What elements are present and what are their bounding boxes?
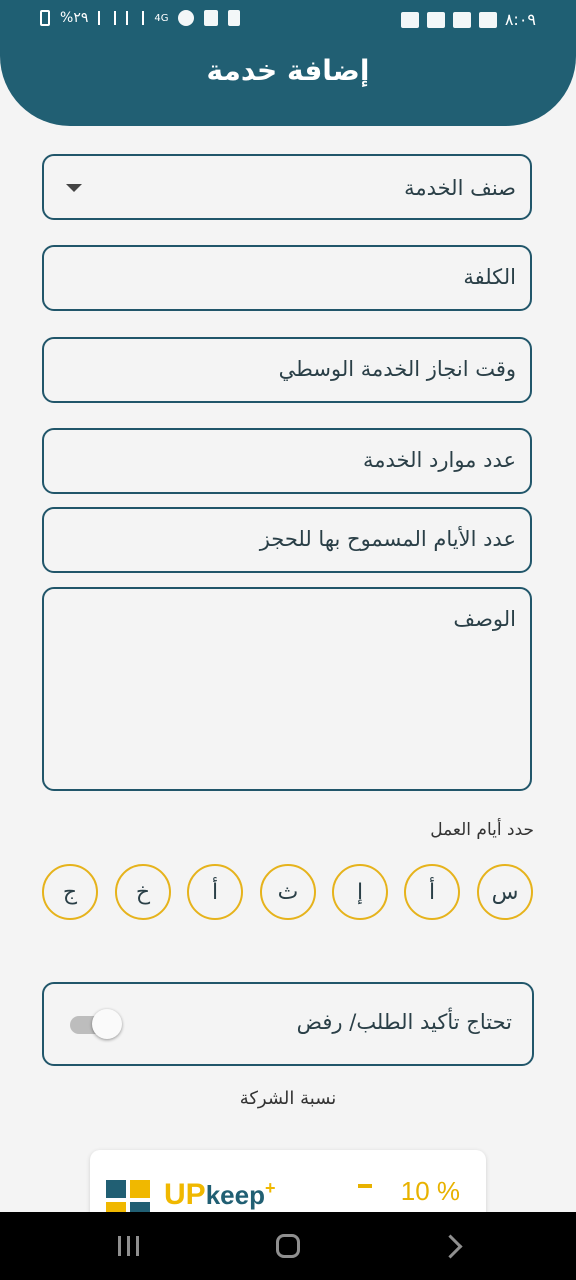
cost-input[interactable] xyxy=(42,245,532,311)
recycle-icon xyxy=(228,10,240,26)
resources-input[interactable] xyxy=(42,428,532,494)
battery-icon xyxy=(40,10,50,26)
gallery-icon xyxy=(401,12,419,28)
mail-icon xyxy=(427,12,445,28)
mute-icon xyxy=(204,10,218,26)
resources-placeholder: عدد موارد الخدمة xyxy=(363,448,516,472)
system-nav-bar xyxy=(0,1212,576,1280)
day-button-thu[interactable]: خ xyxy=(115,864,171,920)
app-header xyxy=(0,40,576,126)
commission-value: 10 % xyxy=(400,1176,460,1206)
description-textarea[interactable] xyxy=(42,587,532,791)
commission-label: نسبة الشركة xyxy=(239,1088,337,1109)
confirmation-label: تحتاج تأكيد الطلب/ رفض xyxy=(296,1010,512,1034)
category-placeholder: صنف الخدمة xyxy=(404,176,516,200)
page-title: إضافة خدمة xyxy=(206,54,370,87)
work-days-label: حدد أيام العمل xyxy=(430,820,534,840)
booking-days-placeholder: عدد الأيام المسموح بها للحجز xyxy=(259,527,516,551)
toggle-knob xyxy=(92,1009,122,1039)
dropdown-arrow-icon xyxy=(66,184,82,192)
battery-level: %٢٩ xyxy=(60,10,89,26)
day-button-sun[interactable]: أ xyxy=(404,864,460,920)
avg-time-input[interactable] xyxy=(42,337,532,403)
percent-indicator-icon xyxy=(358,1184,372,1188)
cost-placeholder: الكلفة xyxy=(463,265,516,289)
home-button[interactable] xyxy=(276,1234,300,1258)
company-logo-text: UPkeep+ xyxy=(164,1178,276,1211)
day-button-fri[interactable]: ج xyxy=(42,864,98,920)
linkedin-icon xyxy=(453,12,471,28)
day-button-wed[interactable]: أ xyxy=(187,864,243,920)
status-bar xyxy=(0,0,576,40)
status-left xyxy=(40,10,240,26)
category-dropdown[interactable] xyxy=(42,154,532,220)
day-button-sat[interactable]: س xyxy=(477,864,533,920)
hotspot-icon xyxy=(178,10,194,26)
signal-icon-2 xyxy=(126,11,144,25)
avg-time-placeholder: وقت انجاز الخدمة الوسطي xyxy=(278,357,516,381)
status-right xyxy=(401,10,536,29)
network-type: 4G xyxy=(154,12,169,24)
back-button[interactable] xyxy=(438,1234,462,1258)
day-button-mon[interactable]: إ xyxy=(332,864,388,920)
day-button-tue[interactable]: ث xyxy=(260,864,316,920)
clock: ٨:٠٩ xyxy=(504,10,536,29)
description-placeholder: الوصف xyxy=(453,607,516,631)
confirmation-card xyxy=(42,982,534,1066)
recent-apps-button[interactable] xyxy=(118,1236,139,1256)
booking-days-input[interactable] xyxy=(42,507,532,573)
signal-icon xyxy=(98,11,116,25)
weather-icon xyxy=(479,12,497,28)
